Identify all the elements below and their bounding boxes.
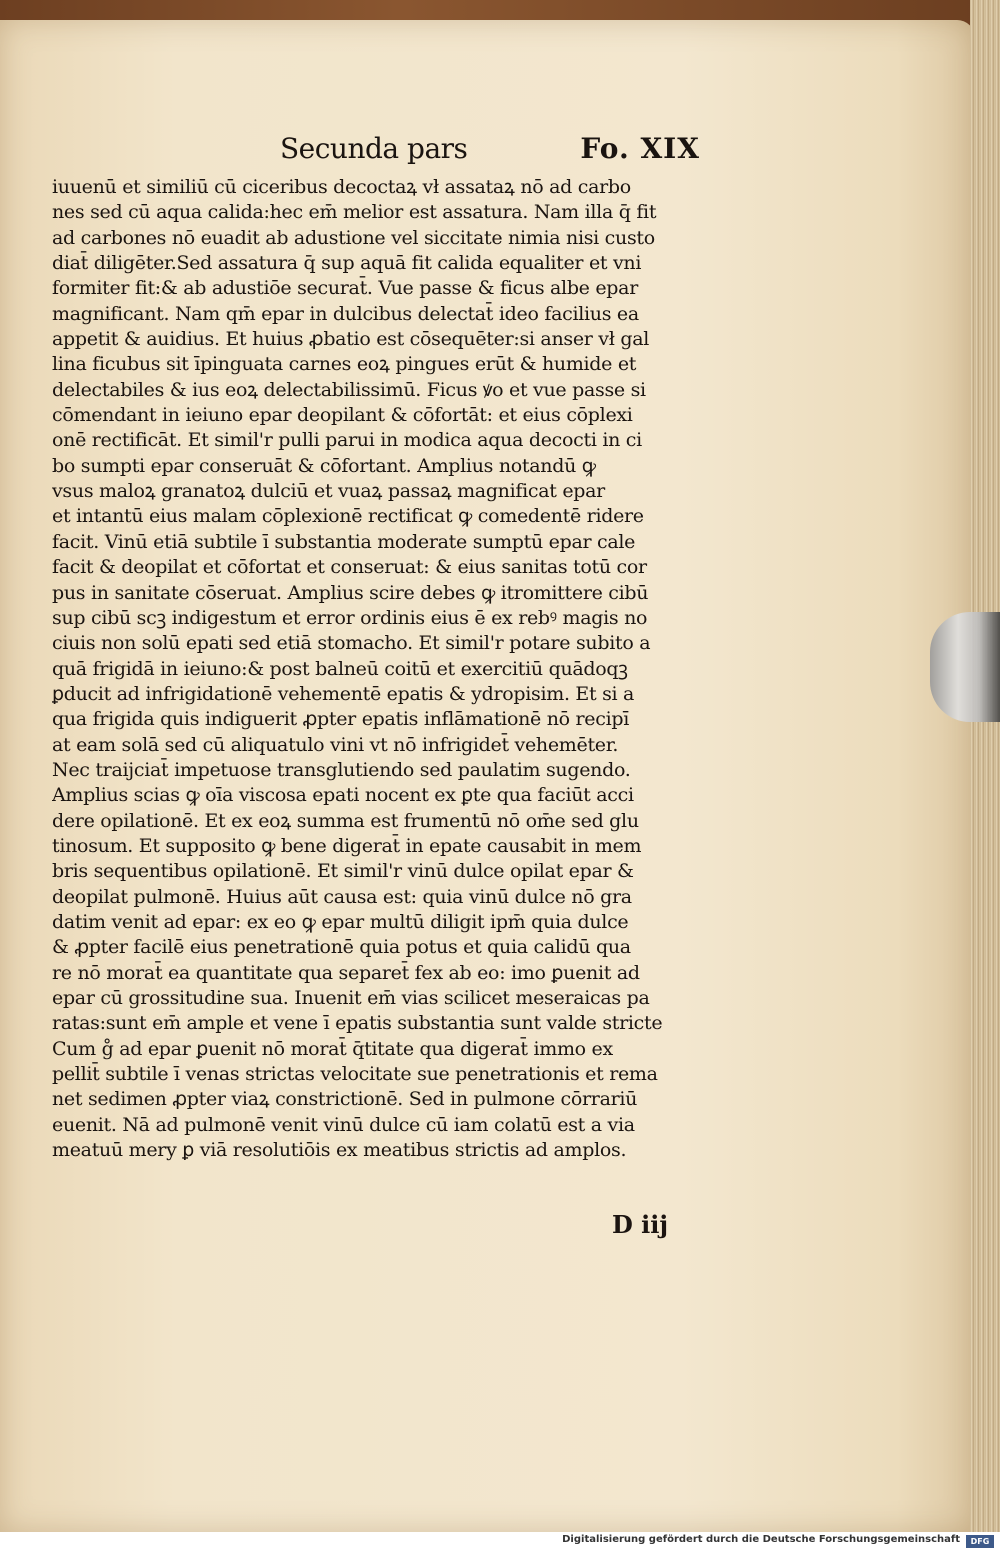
- dfg-logo: DFG: [966, 1535, 994, 1548]
- text-line: tinosum. Et supposito ꝙ bene digerat̄ in epate causabit in mem: [52, 834, 642, 857]
- page-header: [280, 132, 700, 172]
- text-line: Cum g̊ ad epar ꝑuenit nō morat̄ q̄titate qua digerat̄ immo ex: [52, 1037, 613, 1060]
- text-line: bris sequentibus opilationē. Et simil'r vinū dulce opilat epar &: [52, 860, 634, 883]
- page-edges: [970, 0, 1000, 1532]
- text-line: Amplius scias ꝙ oīa viscosa epati nocent ex ꝑte qua faciūt acci: [52, 784, 634, 807]
- text-line: datim venit ad epar: ex eo ꝙ epar multū diligit ipm̄ quia dulce: [52, 910, 629, 933]
- text-line: epar cū grossitudine sua. Inuenit em̄ vias scilicet meseraicas pa: [52, 987, 650, 1009]
- text-line: magnificant. Nam qm̄ epar in dulcibus delectat̄ ideo facilius ea: [52, 302, 639, 325]
- text-line: pellit̄ subtile ī venas strictas velocitate sue penetrationis et rema: [52, 1063, 658, 1086]
- text-line: facit. Vinū etiā subtile ī substantia moderate sumptū epar cale: [52, 530, 636, 553]
- text-line: & ꝓpter facilē eius penetrationē quia potus et quia calidū qua: [52, 936, 631, 959]
- bookmark-clip: [930, 612, 1000, 722]
- text-line: ad carbones nō euadit ab adustione vel siccitate nimia nisi custo: [52, 226, 655, 249]
- text-line: pus in sanitate cōseruat. Amplius scire debes ꝙ itromittere cibū: [52, 581, 649, 604]
- text-line: ciuis non solū epati sed etiā stomacho. Et simil'r potare subito a: [52, 632, 651, 655]
- text-line: diat̄ diligēter.Sed assatura q̄ sup aquā fit calida equaliter et vni: [52, 252, 642, 275]
- text-line: bo sumpti epar conseruāt & cōfortant. Amplius notandū ꝙ: [52, 454, 596, 477]
- text-line: et intantū eius malam cōplexionē rectificat ꝙ comedentē ridere: [52, 505, 644, 528]
- text-line: meatuū mery ꝑ viā resolutiōis ex meatibus strictis ad amplos.: [52, 1139, 627, 1162]
- text-line: lina ficubus sit īpinguata carnes eoꝝ pingues erūt & humide et: [52, 353, 637, 376]
- funding-credit: Digitalisierung gefördert durch die Deutsche Forschungsgemeinschaft: [562, 1534, 960, 1545]
- text-line: delectabiles & ius eoꝝ delectabilissimū. Ficus ꝟo et vue passe si: [52, 378, 646, 401]
- signature-mark: D iij: [612, 1210, 669, 1239]
- text-line: facit & deopilat et cōfortat et conseruat: & eius sanitas totū cor: [52, 556, 647, 579]
- text-line: onē rectificāt. Et simil'r pulli parui in modica aqua decocti in ci: [52, 429, 642, 452]
- text-line: dere opilationē. Et ex eoꝝ summa est frumentū nō om̄e sed glu: [52, 809, 639, 832]
- text-line: appetit & auidius. Et huius ꝓbatio est cōsequēter:si anser vł gal: [52, 328, 649, 351]
- text-line: vsus maloꝝ granatoꝝ dulciū et vuaꝝ passaꝝ magnificat epar: [52, 480, 605, 503]
- text-line: deopilat pulmonē. Huius aūt causa est: quia vinū dulce nō gra: [52, 885, 632, 908]
- text-line: iuuenū et similiū cū ciceribus decoctaꝝ vł assataꝝ nō ad carbo: [52, 176, 631, 198]
- running-title: Secunda pars: [280, 132, 468, 165]
- text-line: sup cibū scꝫ indigestum et error ordinis eius ē ex rebꝰ magis no: [52, 606, 648, 629]
- text-line: nes sed cū aqua calida:hec em̄ melior est assatura. Nam illa q̄ fit: [52, 201, 657, 224]
- text-line: ꝑducit ad infrigidationē vehementē epatis & ydropisim. Et si a: [52, 682, 635, 705]
- main-text-block: [52, 175, 702, 1163]
- text-line: quā frigidā in ieiuno:& post balneū coitū et exercitiū quādoqꝫ: [52, 657, 628, 680]
- folio-number: Fo. XIX: [580, 132, 700, 165]
- text-line: qua frigida quis indiguerit ꝓpter epatis inflāmationē nō recipī: [52, 708, 630, 731]
- text-line: euenit. Nā ad pulmonē venit vinū dulce cū iam colatū est a via: [52, 1113, 635, 1136]
- text-line: net sedimen ꝓpter viaꝝ constrictionē. Sed in pulmone cōrrariū: [52, 1088, 638, 1111]
- text-line: re nō morat̄ ea quantitate qua separet̄ fex ab eo: imo ꝑuenit ad: [52, 961, 640, 984]
- text-line: cōmendant in ieiuno epar deopilant & cōfortāt: et eius cōplexi: [52, 404, 633, 427]
- book-page: [0, 20, 975, 1532]
- text-line: at eam solā sed cū aliquatulo vini vt nō infrigidet̄ vehemēter.: [52, 733, 619, 756]
- footer-bar: [0, 1532, 1000, 1551]
- text-line: formiter fit:& ab adustiōe securat̄. Vue passe & ficus albe epar: [52, 277, 638, 300]
- text-line: ratas:sunt em̄ ample et vene ī epatis substantia sunt valde stricte: [52, 1012, 663, 1035]
- text-line: Nec traijciat̄ impetuose transglutiendo sed paulatim sugendo.: [52, 758, 631, 781]
